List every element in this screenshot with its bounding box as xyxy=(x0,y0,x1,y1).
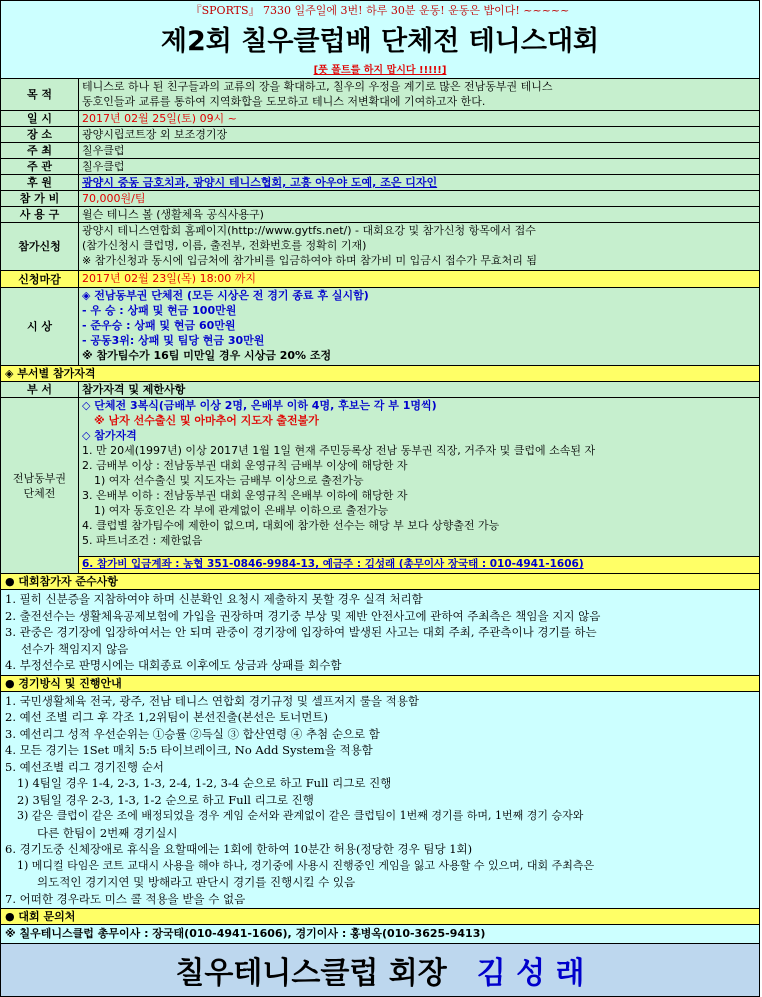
rules-list xyxy=(1,590,759,676)
date-label: 일 시 xyxy=(1,111,79,126)
sponsor-row xyxy=(1,175,759,191)
page-title: 제2회 칠우클럽배 단체전 테니스대회 xyxy=(1,20,759,64)
purpose-value xyxy=(79,79,759,110)
method-section-title: ● 경기방식 및 진행안내 xyxy=(5,676,122,690)
page-subtitle: [풋 폴트를 하지 맙시다 !!!!!] xyxy=(1,64,759,78)
rules-item: 1. 필히 신분증을 지참하여야 하며 신분확인 요청시 제출하지 못할 경우 실격 처리함 xyxy=(5,592,423,606)
rules-item: 4. 부정선수로 판명시에는 대회종료 이후에도 상금과 상패를 회수함 xyxy=(5,658,342,672)
division-header-row xyxy=(1,382,759,398)
division-line: 5. 파트너조건 : 제한없음 xyxy=(82,534,203,547)
division-label-line: 전남동부권 xyxy=(12,471,67,485)
place-value: 광양시립코트장 외 보조경기장 xyxy=(79,127,759,142)
apply-row xyxy=(1,223,759,271)
host-value: 칠우클럽 xyxy=(79,143,759,158)
method-item: 5. 예선조별 리그 경기진행 순서 xyxy=(5,759,164,774)
footer-name: 김 성 래 xyxy=(476,956,585,991)
division-line: ※ 남자 선수출신 및 아마추어 지도자 출전불가 xyxy=(94,414,319,427)
ball-value: 윌슨 테니스 볼 (생활체육 공식사용구) xyxy=(79,207,759,222)
contact-section-title: ● 대회 문의처 xyxy=(5,910,76,923)
award-line: - 공동3위: 상패 및 팀당 현금 30만원 xyxy=(82,334,265,347)
purpose-line: 동호인들과 교류를 통하여 지역화합을 도모하고 테니스 저변확대에 기여하고자 한다. xyxy=(82,95,486,108)
rules-section-header xyxy=(1,574,759,590)
rules-section-title: ● 대회참가자 준수사항 xyxy=(5,575,118,588)
method-item: 1) 4팀일 경우 1-4, 2-3, 1-3, 2-4, 1-2, 3-4 순으로 하고 Full 리그로 진행 xyxy=(17,776,392,790)
method-item: 의도적인 경기지연 및 방해라고 판단시 경기를 진행시킬 수 있음 xyxy=(37,875,356,889)
place-label: 장 소 xyxy=(1,127,79,142)
slogan-line: 『SPORTS』 7330 일주일에 3번! 하루 30분 운동! 운동은 밥이다! ~~~~~ xyxy=(1,1,759,20)
method-item: 3. 예선리그 성적 우선순위는 ①승률 ②득실 ③ 합산연령 ④ 추첨 순으로 함 xyxy=(5,726,380,741)
bank-account-text: 6. 참가비 입금계좌 : 농협 351-0846-9984-13, 예금주 : 김성래 (총무이사 장국태 : 010-4941-1606) xyxy=(82,558,584,570)
bank-account-line xyxy=(79,556,759,573)
apply-value xyxy=(79,223,759,270)
division-body-row xyxy=(1,398,759,574)
sponsor-value: 광양시 중동 금호치과, 광양시 테니스협회, 고흥 아우야 도예, 조은 디자인 xyxy=(79,175,759,190)
division-line: ◇ 단체전 3복식(금배부 이상 2명, 은배부 이하 4명, 후보는 각 부 1명씩) xyxy=(82,399,437,412)
contact-line: ※ 칠우테니스클럽 총무이사 : 장국태(010-4941-1606), 경기이사 : 홍병옥(010-3625-9413) xyxy=(1,925,759,944)
organizer-value: 칠우클럽 xyxy=(79,159,759,174)
purpose-line: 테니스로 하나 된 친구들과의 교류의 장을 확대하고, 칠우의 우정을 계기로 많은 전남동부권 테니스 xyxy=(82,80,553,93)
division-line: 4. 클럽별 참가팀수에 제한이 없으며, 대회에 참가한 선수는 해당 부 보다 상향출전 가능 xyxy=(82,519,500,532)
method-item: 6. 경기도중 신체장애로 휴식을 요할때에는 1회에 한하여 10분간 허용(정당한 경우 팀당 1회) xyxy=(5,842,473,856)
award-row xyxy=(1,288,759,366)
division-label xyxy=(1,398,79,573)
division-line: 2. 금배부 이상 : 전남동부권 대회 운영규칙 금배부 이상에 해당한 자 xyxy=(82,459,408,472)
ball-row xyxy=(1,207,759,223)
award-line: - 우 승 : 상패 및 현금 100만원 xyxy=(82,304,237,317)
method-item: 2) 3팀일 경우 2-3, 1-3, 1-2 순으로 하고 Full 리그로 진행 xyxy=(17,792,314,807)
date-row xyxy=(1,111,759,127)
division-line: 3. 은배부 이하 : 전남동부권 대회 운영규칙 은배부 이하에 해당한 자 xyxy=(82,489,408,502)
division-line: 1) 여자 동호인은 각 부에 관계없이 은배부 이하으로 출전가능 xyxy=(94,504,389,517)
rules-item: 2. 출전선수는 생활체육공제보험에 가입을 권장하며 경기중 부상 및 제반 안전사고에 관하여 주최측은 책임을 지지 않음 xyxy=(5,608,601,623)
award-line: - 준우승 : 상패 및 현금 60만원 xyxy=(82,319,236,332)
apply-line: 광양시 테니스연합회 홈페이지(http://www.gytfs.net/) - 대회요강 및 참가신청 항목에서 접수 xyxy=(82,224,536,237)
place-row xyxy=(1,127,759,143)
deadline-row xyxy=(1,271,759,288)
ball-label: 사 용 구 xyxy=(1,207,79,222)
method-item: 1. 국민생활체육 전국, 광주, 전남 테니스 연합회 경기규정 및 셀프저지 룰을 적용함 xyxy=(5,693,419,708)
method-item: 2. 예선 조별 리그 후 각조 1,2위팀이 본선진출(본선은 토너먼트) xyxy=(5,710,328,724)
division-col2: 참가자격 및 제한사항 xyxy=(79,382,759,397)
method-item: 4. 모든 경기는 1Set 매치 5:5 타이브레이크, No Add System을 적용함 xyxy=(5,743,373,757)
division-col1: 부 서 xyxy=(1,382,79,397)
organizer-label: 주 관 xyxy=(1,159,79,174)
division-line: ◇ 참가자격 xyxy=(82,429,137,442)
division-label-line: 단체전 xyxy=(23,486,56,500)
contact-section-header xyxy=(1,909,759,925)
division-line: 1. 만 20세(1997년) 이상 2017년 1월 1일 현재 주민등록상 전남 동부권 직장, 거주자 및 클럽에 소속된 자 xyxy=(82,444,596,457)
purpose-row xyxy=(1,79,759,111)
footer-signature xyxy=(1,944,759,996)
division-line: 1) 여자 선수출신 및 지도자는 금배부 이상으로 출전가능 xyxy=(94,474,364,487)
award-value xyxy=(79,288,759,365)
award-label: 시 상 xyxy=(1,288,79,365)
footer-title: 칠우테니스클럽 회장 xyxy=(175,956,447,991)
rules-item: 3. 관중은 경기장에 입장하여서는 안 되며 관중이 경기장에 입장하여 발생된 사고는 대회 주최, 주관측이나 경기를 하는 xyxy=(5,625,597,639)
apply-line: ※ 참가신청과 동시에 입금처에 참가비를 입금하여야 하며 참가비 미 입금시 접수가 무효처리 됨 xyxy=(82,254,537,267)
method-item: 다른 한팀이 2번째 경기실시 xyxy=(37,825,178,840)
date-value: 2017년 02월 25일(토) 09시 ~ xyxy=(79,111,759,126)
apply-line: (참가신청시 클럽명, 이름, 출전부, 전화번호를 정확히 기재) xyxy=(82,239,367,252)
sponsor-label: 후 원 xyxy=(1,175,79,190)
purpose-label: 목 적 xyxy=(1,79,79,110)
rules-item: 선수가 책임지지 않음 xyxy=(21,641,129,656)
fee-value: 70,000원/팀 xyxy=(79,191,759,206)
award-line: ◈ 전남동부권 단체전 (모든 시상은 전 경기 종료 후 실시함) xyxy=(82,289,369,302)
host-row xyxy=(1,143,759,159)
deadline-value: 2017년 02월 23일(목) 18:00 까지 xyxy=(79,271,759,287)
division-section-title: ◈ 부서별 참가자격 xyxy=(5,367,96,380)
apply-label: 참가신청 xyxy=(1,223,79,270)
organizer-row xyxy=(1,159,759,175)
division-section-header xyxy=(1,366,759,382)
method-list xyxy=(1,692,759,910)
method-item: 3) 같은 클럽이 같은 조에 배정되었을 경우 게임 순서와 관계없이 같은 클럽팀이 1번째 경기를 하며, 1번째 경기 승자와 xyxy=(17,809,584,822)
division-content xyxy=(79,398,759,573)
award-line: ※ 참가팀수가 16팀 미만일 경우 시상금 20% 조정 xyxy=(82,349,332,362)
method-item: 7. 어떠한 경우라도 미스 콜 적용을 받을 수 없음 xyxy=(5,891,246,906)
fee-row xyxy=(1,191,759,207)
method-section-header xyxy=(1,676,759,692)
host-label: 주 최 xyxy=(1,143,79,158)
deadline-label: 신청마감 xyxy=(1,271,79,287)
fee-label: 참 가 비 xyxy=(1,191,79,206)
method-item: 1) 메디컬 타임은 코트 교대시 사용을 해야 하나, 경기중에 사용시 진행중인 게임을 잃고 사용할 수 있으며, 대회 주최측은 xyxy=(17,858,595,872)
